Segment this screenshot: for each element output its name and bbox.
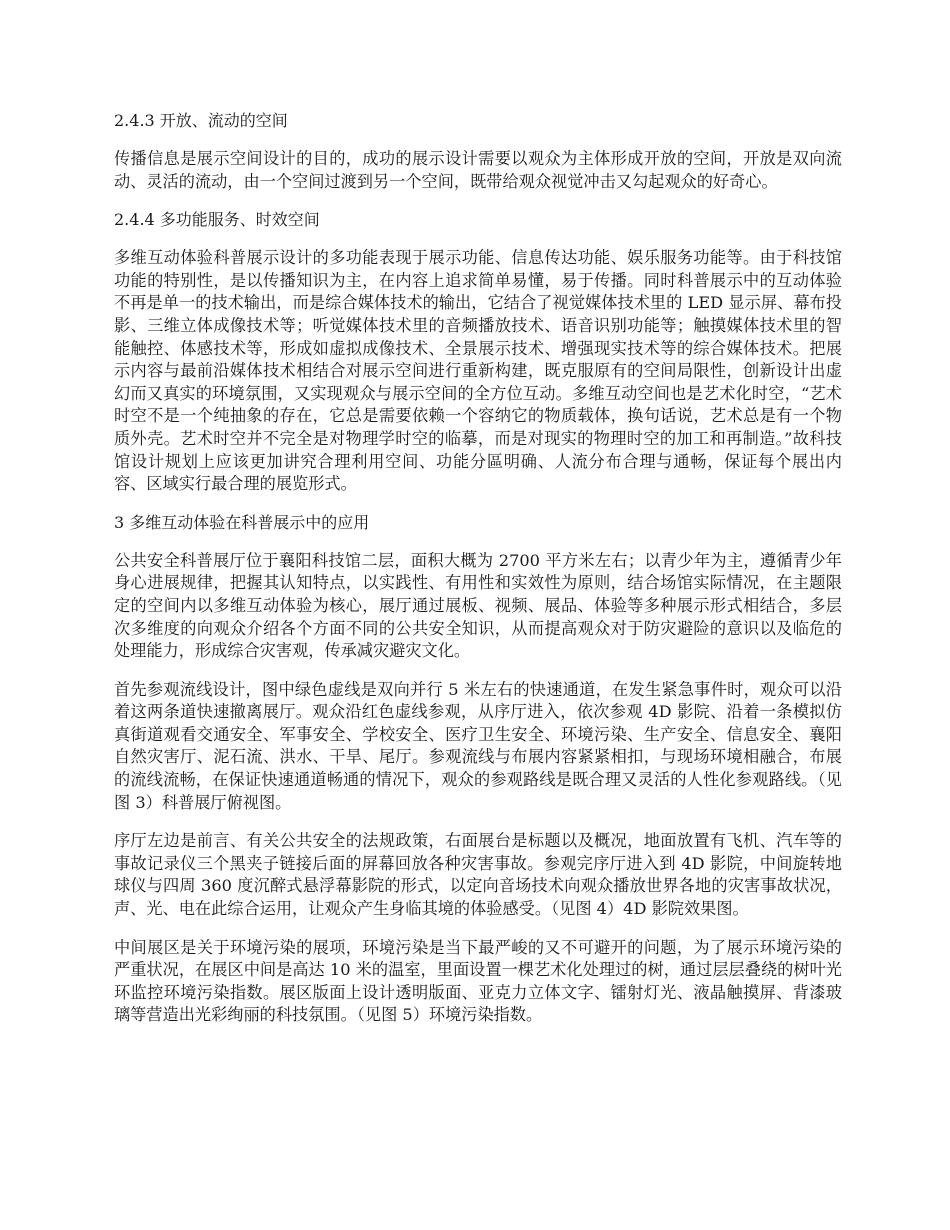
paragraph: 首先参观流线设计，图中绿色虚线是双向并行 5 米左右的快速通道，在发生紧急事件时，观众可以沿着这两条道快速撤离展厅。观众沿红色虚线参观，从序厅进入，依次参观 4D 影院、沿着一条模拟仿真街道观看交通安全、军事安全、学校安全、医疗卫生安全、环境污染、生产安全、信息安全、襄阳自然灾害厅、泥石流、洪水、干旱、尾厅。参观流线与布展内容紧紧相扣，与现场环境相融合，布展的流线流畅，在保证快速通道畅通的情况下，观众的参观路线是既合理又灵活的人性化参观路线。（见图 3）科普展厅俯视图。 [114, 679, 842, 812]
paragraph: 多维互动体验科普展示设计的多功能表现于展示功能、信息传达功能、娱乐服务功能等。由于科技馆功能的特别性，是以传播知识为主，在内容上追求简单易懂，易于传播。同时科普展示中的互动体验不再是单一的技术输出，而是综合媒体技术的输出，它结合了视觉媒体技术里的 LED 显示屏、幕布投影、三维立体成像技术等；听觉媒体技术里的音频播放技术、语音识别功能等；触摸媒体技术里的智能触控、体感技术等，形成如虚拟成像技术、全景展示技术、增强现实技术等的综合媒体技术。把展示内容与最前沿媒体技术相结合对展示空间进行重新构建，既克服原有的空间局限性，创新设计出虚幻而又真实的环境氛围，又实现观众与展示空间的全方位互动。多维互动空间也是艺术化时空，“艺术时空不是一个纯抽象的存在，它总是需要依赖一个容纳它的物质载体，换句话说，艺术总是有一个物质外壳。艺术时空并不完全是对物理学时空的临摹，而是对现实的物理时空的加工和再制造。”故科技馆设计规划上应该更加讲究合理利用空间、功能分區明确、人流分布合理与通畅，保证每个展出内容、区域实行最合理的展览形式。 [114, 248, 842, 494]
section-heading-2-4-4: 2.4.4 多功能服务、时效空间 [114, 210, 320, 230]
paragraph: 传播信息是展示空间设计的目的，成功的展示设计需要以观众为主体形成开放的空间，开放是双向流动、灵活的流动，由一个空间过渡到另一个空间，既带给观众视觉冲击又勾起观众的好奇心。 [114, 149, 842, 191]
document-page [114, 110, 842, 1043]
paragraph: 序厅左边是前言、有关公共安全的法规政策，右面展台是标题以及概况，地面放置有飞机、汽车等的事故记录仪三个黑夹子链接后面的屏幕回放各种灾害事故。参观完序厅进入到 4D 影院，中间旋转地球仪与四周 360 度沉醉式悬浮幕影院的形式，以定向音场技术向观众播放世界各地的灾害事故状况，声、光、电在此综合运用，让观众产生身临其境的体验感受。（见图 4）4D 影院效果图。 [114, 831, 842, 919]
paragraph: 中间展区是关于环境污染的展项，环境污染是当下最严峻的又不可避开的问题，为了展示环境污染的严重状况，在展区中间是高达 10 米的温室，里面设置一棵艺术化处理过的树，通过层层叠绕的树叶光环监控环境污染指数。展区版面上设计透明版面、亚克力立体文字、镭射灯光、液晶触摸屏、背漆玻璃等营造出光彩绚丽的科技氛围。（见图 5）环境污染指数。 [114, 937, 842, 1025]
section-heading-2-4-3: 2.4.3 开放、流动的空间 [114, 111, 288, 130]
section-heading-3: 3 多维互动体验在科普展示中的应用 [114, 512, 370, 532]
paragraph: 公共安全科普展厅位于襄阳科技馆二层，面积大概为 2700 平方米左右；以青少年为主，遵循青少年身心进展规律，把握其认知特点，以实践性、有用性和实效性为原则，结合场馆实际情况，在主题限定的空间内以多维互动体验为核心，展厅通过展板、视频、展品、体验等多种展示形式相结合，多层次多维度的向观众介绍各个方面不同的公共安全知识，从而提高观众对于防灾避险的意识以及临危的处理能力，形成综合灾害观，传承减灾避灾文化。 [114, 550, 842, 661]
